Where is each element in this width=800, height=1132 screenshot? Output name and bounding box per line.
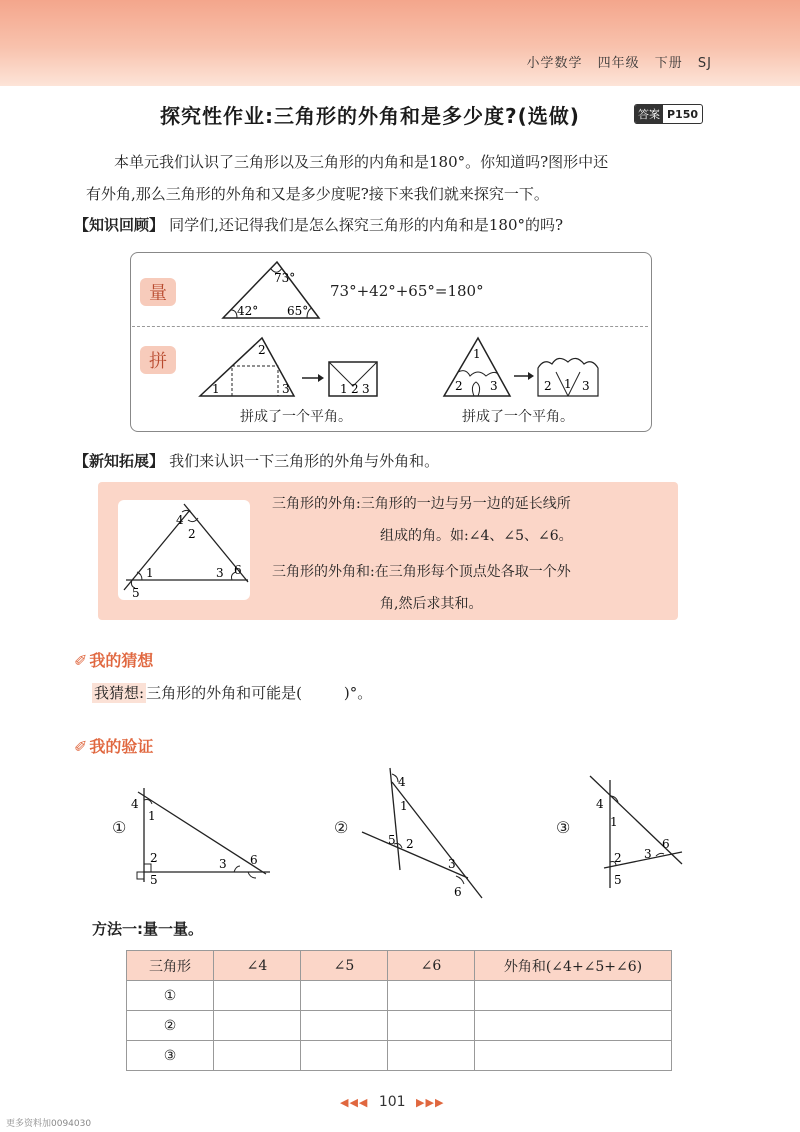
table-row xyxy=(127,981,672,1011)
v2-base xyxy=(362,832,468,878)
fig-label-2: 2 xyxy=(188,527,196,541)
fig-label-4: 4 xyxy=(176,513,184,527)
exterior-angle-figure xyxy=(118,500,250,600)
page-footer xyxy=(340,1094,444,1110)
page-number: 101 xyxy=(378,1094,406,1110)
table-cell-input[interactable] xyxy=(388,981,475,1011)
v2-label-2: 2 xyxy=(406,837,414,851)
table-cell-input[interactable] xyxy=(388,1011,475,1041)
v1-right-angle xyxy=(144,864,151,872)
arrow-head-a xyxy=(318,374,324,382)
def-exterior-sum-line1: 三角形的外角和:在三角形每个顶点处各取一个外 xyxy=(272,564,571,580)
def-exterior-angle-line1: 三角形的外角:三角形的一边与另一边的延长线所 xyxy=(272,496,571,512)
piece-tag: 拼 xyxy=(140,346,176,374)
num-3-d: 3 xyxy=(582,379,590,393)
tear-line-1 xyxy=(458,371,498,376)
v1-arc-6 xyxy=(248,872,256,878)
num-1-c: 1 xyxy=(473,347,481,361)
header-band xyxy=(0,0,800,86)
review-heading xyxy=(74,214,563,235)
measurement-table xyxy=(126,950,672,1071)
expand-label: 【新知拓展】 xyxy=(74,452,165,470)
num-2-d: 2 xyxy=(544,379,552,393)
num-2-a: 2 xyxy=(258,343,266,357)
grade: 四年级 xyxy=(597,56,640,71)
v2-label-3: 3 xyxy=(448,857,456,871)
num-2-b: 2 xyxy=(351,382,359,396)
piece-figure-rectangle xyxy=(196,332,386,402)
angle-label-top: 73° xyxy=(274,271,296,285)
book-info xyxy=(516,52,712,71)
table-cell-input[interactable] xyxy=(475,981,672,1011)
verify-heading xyxy=(74,734,153,757)
num-3-c: 3 xyxy=(490,379,498,393)
method-one: 方法一:量一量。 xyxy=(92,920,203,938)
guess-sentence xyxy=(92,682,372,703)
table-header-row xyxy=(127,951,672,981)
left-arrows-icon: ◀◀◀ xyxy=(340,1096,369,1109)
table-cell-input[interactable] xyxy=(301,1011,388,1041)
right-arrows-icon: ▶▶▶ xyxy=(416,1096,445,1109)
v1-label-4: 4 xyxy=(131,797,139,811)
table-header: ∠6 xyxy=(388,951,475,981)
guess-suffix: )°。 xyxy=(343,684,373,702)
v3-label-2: 2 xyxy=(614,851,622,865)
v1-label-5: 5 xyxy=(150,873,158,886)
table-cell-input[interactable] xyxy=(214,981,301,1011)
table-row xyxy=(127,1041,672,1071)
table-cell-input[interactable] xyxy=(388,1041,475,1071)
guess-heading-text: 我的猜想 xyxy=(89,651,154,670)
v2-label-5: 5 xyxy=(388,833,396,847)
tear-line-2 xyxy=(472,382,479,396)
verify-triangle-1 xyxy=(108,786,278,886)
table-cell-input[interactable] xyxy=(214,1041,301,1071)
v1-label-2: 2 xyxy=(150,851,158,865)
num-3-b: 3 xyxy=(362,382,370,396)
def-exterior-sum-line2: 角,然后求其和。 xyxy=(380,596,483,612)
review-divider xyxy=(132,326,648,327)
measure-triangle-figure xyxy=(215,256,325,324)
pencil-icon: ✐ xyxy=(74,651,88,670)
figure-number-1: ① xyxy=(112,818,127,837)
watermark: 更多资料加0094030 xyxy=(6,1119,92,1129)
v3-label-5: 5 xyxy=(614,873,622,887)
intro-line-2: 有外角,那么三角形的外角和又是多少度呢?接下来我们就来探究一下。 xyxy=(86,185,549,203)
piece-caption-2: 拼成了一个平角。 xyxy=(462,409,574,425)
num-2-c: 2 xyxy=(455,379,463,393)
table-cell-input[interactable] xyxy=(214,1011,301,1041)
v2-label-4: 4 xyxy=(398,775,406,789)
v3-label-6: 6 xyxy=(662,837,670,851)
table-cell-label: ① xyxy=(127,981,214,1011)
v1-arc-3 xyxy=(234,866,240,872)
num-3-a: 3 xyxy=(282,382,290,396)
v1-label-6: 6 xyxy=(250,853,258,867)
v1-label-1: 1 xyxy=(148,809,156,823)
table-cell-input[interactable] xyxy=(475,1011,672,1041)
figure-number-3: ③ xyxy=(556,818,571,837)
verify-triangle-2 xyxy=(356,766,496,900)
verify-heading-text: 我的验证 xyxy=(89,737,154,756)
fig-label-6: 6 xyxy=(234,563,242,577)
def-exterior-angle-line2: 组成的角。如:∠4、∠5、∠6。 xyxy=(380,528,573,544)
num-1-a: 1 xyxy=(212,382,220,396)
expand-heading xyxy=(74,450,439,471)
table-cell-label: ③ xyxy=(127,1041,214,1071)
angle-sum-formula: 73°+42°+65°=180° xyxy=(330,282,484,300)
volume: 下册 xyxy=(654,56,683,71)
guess-heading xyxy=(74,648,153,671)
num-1-b: 1 xyxy=(340,382,348,396)
pencil-icon: ✐ xyxy=(74,737,88,756)
review-label: 【知识回顾】 xyxy=(74,216,165,234)
verify-triangle-3 xyxy=(586,772,696,892)
v2-label-6: 6 xyxy=(454,885,462,899)
angle-label-left: 42° xyxy=(237,304,259,318)
intro-paragraph xyxy=(86,146,706,210)
piece-caption-1: 拼成了一个平角。 xyxy=(240,409,352,425)
v1-right-angle-ext xyxy=(137,872,144,879)
table-header: ∠4 xyxy=(214,951,301,981)
table-cell-input[interactable] xyxy=(301,1041,388,1071)
table-cell-input[interactable] xyxy=(475,1041,672,1071)
v3-label-3: 3 xyxy=(644,847,652,861)
v3-label-4: 4 xyxy=(596,797,604,811)
angle-label-right: 65° xyxy=(287,304,309,318)
figure-number-2: ② xyxy=(334,818,349,837)
answer-badge-label: 答案 xyxy=(635,105,663,123)
arrow-head-b xyxy=(528,372,534,380)
answer-badge-page: P150 xyxy=(667,107,699,121)
table-header: 三角形 xyxy=(127,951,214,981)
subject: 小学数学 xyxy=(526,56,583,71)
fold-lines xyxy=(232,366,278,396)
table-header: ∠5 xyxy=(301,951,388,981)
v2-arc-6 xyxy=(456,876,464,884)
v3-label-1: 1 xyxy=(610,815,618,829)
v2-label-1: 1 xyxy=(400,799,408,813)
guess-text: 三角形的外角和可能是( xyxy=(146,684,302,702)
fig-label-5: 5 xyxy=(132,586,140,600)
intro-line-1: 本单元我们认识了三角形以及三角形的内角和是180°。你知道吗?图形中还 xyxy=(114,153,609,171)
table-row xyxy=(127,1011,672,1041)
fig-label-3: 3 xyxy=(216,566,224,580)
num-1-d: 1 xyxy=(564,377,572,391)
edition: SJ xyxy=(697,56,712,71)
fig-label-1: 1 xyxy=(146,566,154,580)
guess-prefix: 我猜想: xyxy=(94,684,145,702)
table-header: 外角和(∠4+∠5+∠6) xyxy=(475,951,672,981)
review-text: 同学们,还记得我们是怎么探究三角形的内角和是180°的吗? xyxy=(169,216,564,234)
page-title: 探究性作业:三角形的外角和是多少度?(选做) xyxy=(160,104,580,128)
table-cell-input[interactable] xyxy=(301,981,388,1011)
measure-tag: 量 xyxy=(140,278,176,306)
expand-text: 我们来认识一下三角形的外角与外角和。 xyxy=(169,452,440,470)
piece-figure-torn xyxy=(440,332,610,402)
v1-label-3: 3 xyxy=(219,857,227,871)
answer-badge[interactable] xyxy=(634,104,703,124)
table-cell-label: ② xyxy=(127,1011,214,1041)
